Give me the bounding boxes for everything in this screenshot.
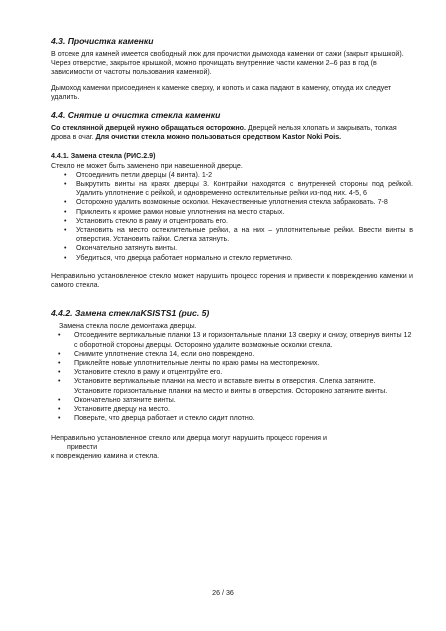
list-item: • Установите стекло в раму и отцентруйте его.	[51, 368, 413, 377]
list-item: • Выкрутить винты на краях дверцы 3. Контрайки находятся с внутренней стороны под рейкой. Удалить уплотнение с рейкой, и одновременно остеклительные рейки из-под них. 4-5, 6	[51, 180, 413, 198]
page-number: 26 / 36	[212, 589, 234, 597]
section-4-3-paragraph-2: Дымоход каменки присоединен к каменке сверху, и копоть и сажа падают в каменку, откуда их следует удалить.	[51, 83, 392, 101]
list-item: • Приклеить к кромке рамки новые уплотнения на место старых.	[51, 208, 413, 217]
section-4-4-2-heading: 4.4.2. Замена стеклаKSISTS1 (рис. 5)	[51, 308, 210, 319]
list-item: • Установите вертикальные планки на место и вставьте винты в отверстия. Слегка затяните. Установите горизонтальные планки на место и винты в отверстия. Осторожно затяните винты.	[51, 377, 413, 395]
section-4-4-paragraph	[51, 124, 413, 142]
list-item: • Снимите уплотнение стекла 14, если оно повреждено.	[51, 350, 413, 359]
section-4-4-1-list	[51, 171, 413, 263]
section-4-4-1-intro: Стекло не может быть заменено при навешенной дверце.	[51, 161, 243, 170]
list-item: • Установить на место остеклительные рейки, а на них – уплотнительные рейки. Ввести винты в отверстия. Установить гайки. Слегка затянуть.	[51, 226, 413, 244]
section-4-4-heading: 4.4. Снятие и очистка стекла каменки	[51, 110, 221, 121]
section-4-4-1-heading: 4.4.1. Замена стекла (РИС.2.9)	[51, 152, 156, 161]
list-item: • Окончательно затяните винты.	[51, 396, 413, 405]
list-item: • Окончательно затянуть винты.	[51, 244, 413, 253]
glass-handling-text: Дверцей нельзя хлопать и закрывать, толкая дрова в очаг.	[51, 124, 397, 142]
glass-warning-text: Со стеклянной дверцей нужно обращаться осторожно.	[51, 124, 246, 133]
section-4-3-heading: 4.3. Прочистка каменки	[51, 36, 154, 46]
section-4-4-2-note-line-2: привести	[67, 442, 98, 451]
list-item: • Убедиться, что дверца работает нормально и стекло герметично.	[51, 254, 413, 263]
list-item: • Установить стекло в раму и отцентровать его.	[51, 217, 413, 226]
section-4-3-paragraph-1: В отсеке для камней имеется свободный люк для прочистки дымохода каменки от сажи (закрыт крышкой). Через отверстие, закрытое крышкой, можно прочищать внутренние части каменки 2–6 раз в год (в зависимости от частоты пользования каменкой).	[51, 50, 404, 77]
list-item: • Установите дверцу на место.	[51, 405, 413, 414]
document-page	[51, 36, 413, 461]
list-item: • Поверьте, что дверца работает и стекло сидит плотно.	[51, 414, 413, 423]
section-4-4-2-note-line-3: к повреждению камина и стекла.	[51, 451, 160, 460]
list-item: • Осторожно удалить возможные осколки. Некачественные уплотнения стекла забраковать. 7-8	[51, 198, 413, 207]
section-4-4-1-note: Неправильно установленное стекло может нарушить процесс горения и привести к повреждению каменки и самого стекла.	[51, 271, 413, 290]
list-item: • Отсоедините вертикальные планки 13 и горизонтальные планки 13 сверху и снизу, отвернув винты 12 с оборотной стороны дверцы. Осторожно удалите возможные осколки стекла.	[51, 331, 413, 349]
list-item: • Приклейте новые уплотнительные ленты по краю рамы на местопрежних.	[51, 359, 413, 368]
section-4-4-2-note-line-1: Неправильно установленное стекло или дверца могут нарушить процесс горения и	[51, 433, 327, 442]
section-4-4-2-intro: Замена стекла после демонтажа дверцы.	[59, 322, 197, 331]
list-item: • Отсоединить петли дверцы (4 винта). 1-2	[51, 171, 413, 180]
section-4-4-2-list	[51, 331, 413, 423]
glass-cleaning-text: Для очистки стекла можно пользоваться средством Kastor Noki Pois.	[95, 133, 342, 142]
